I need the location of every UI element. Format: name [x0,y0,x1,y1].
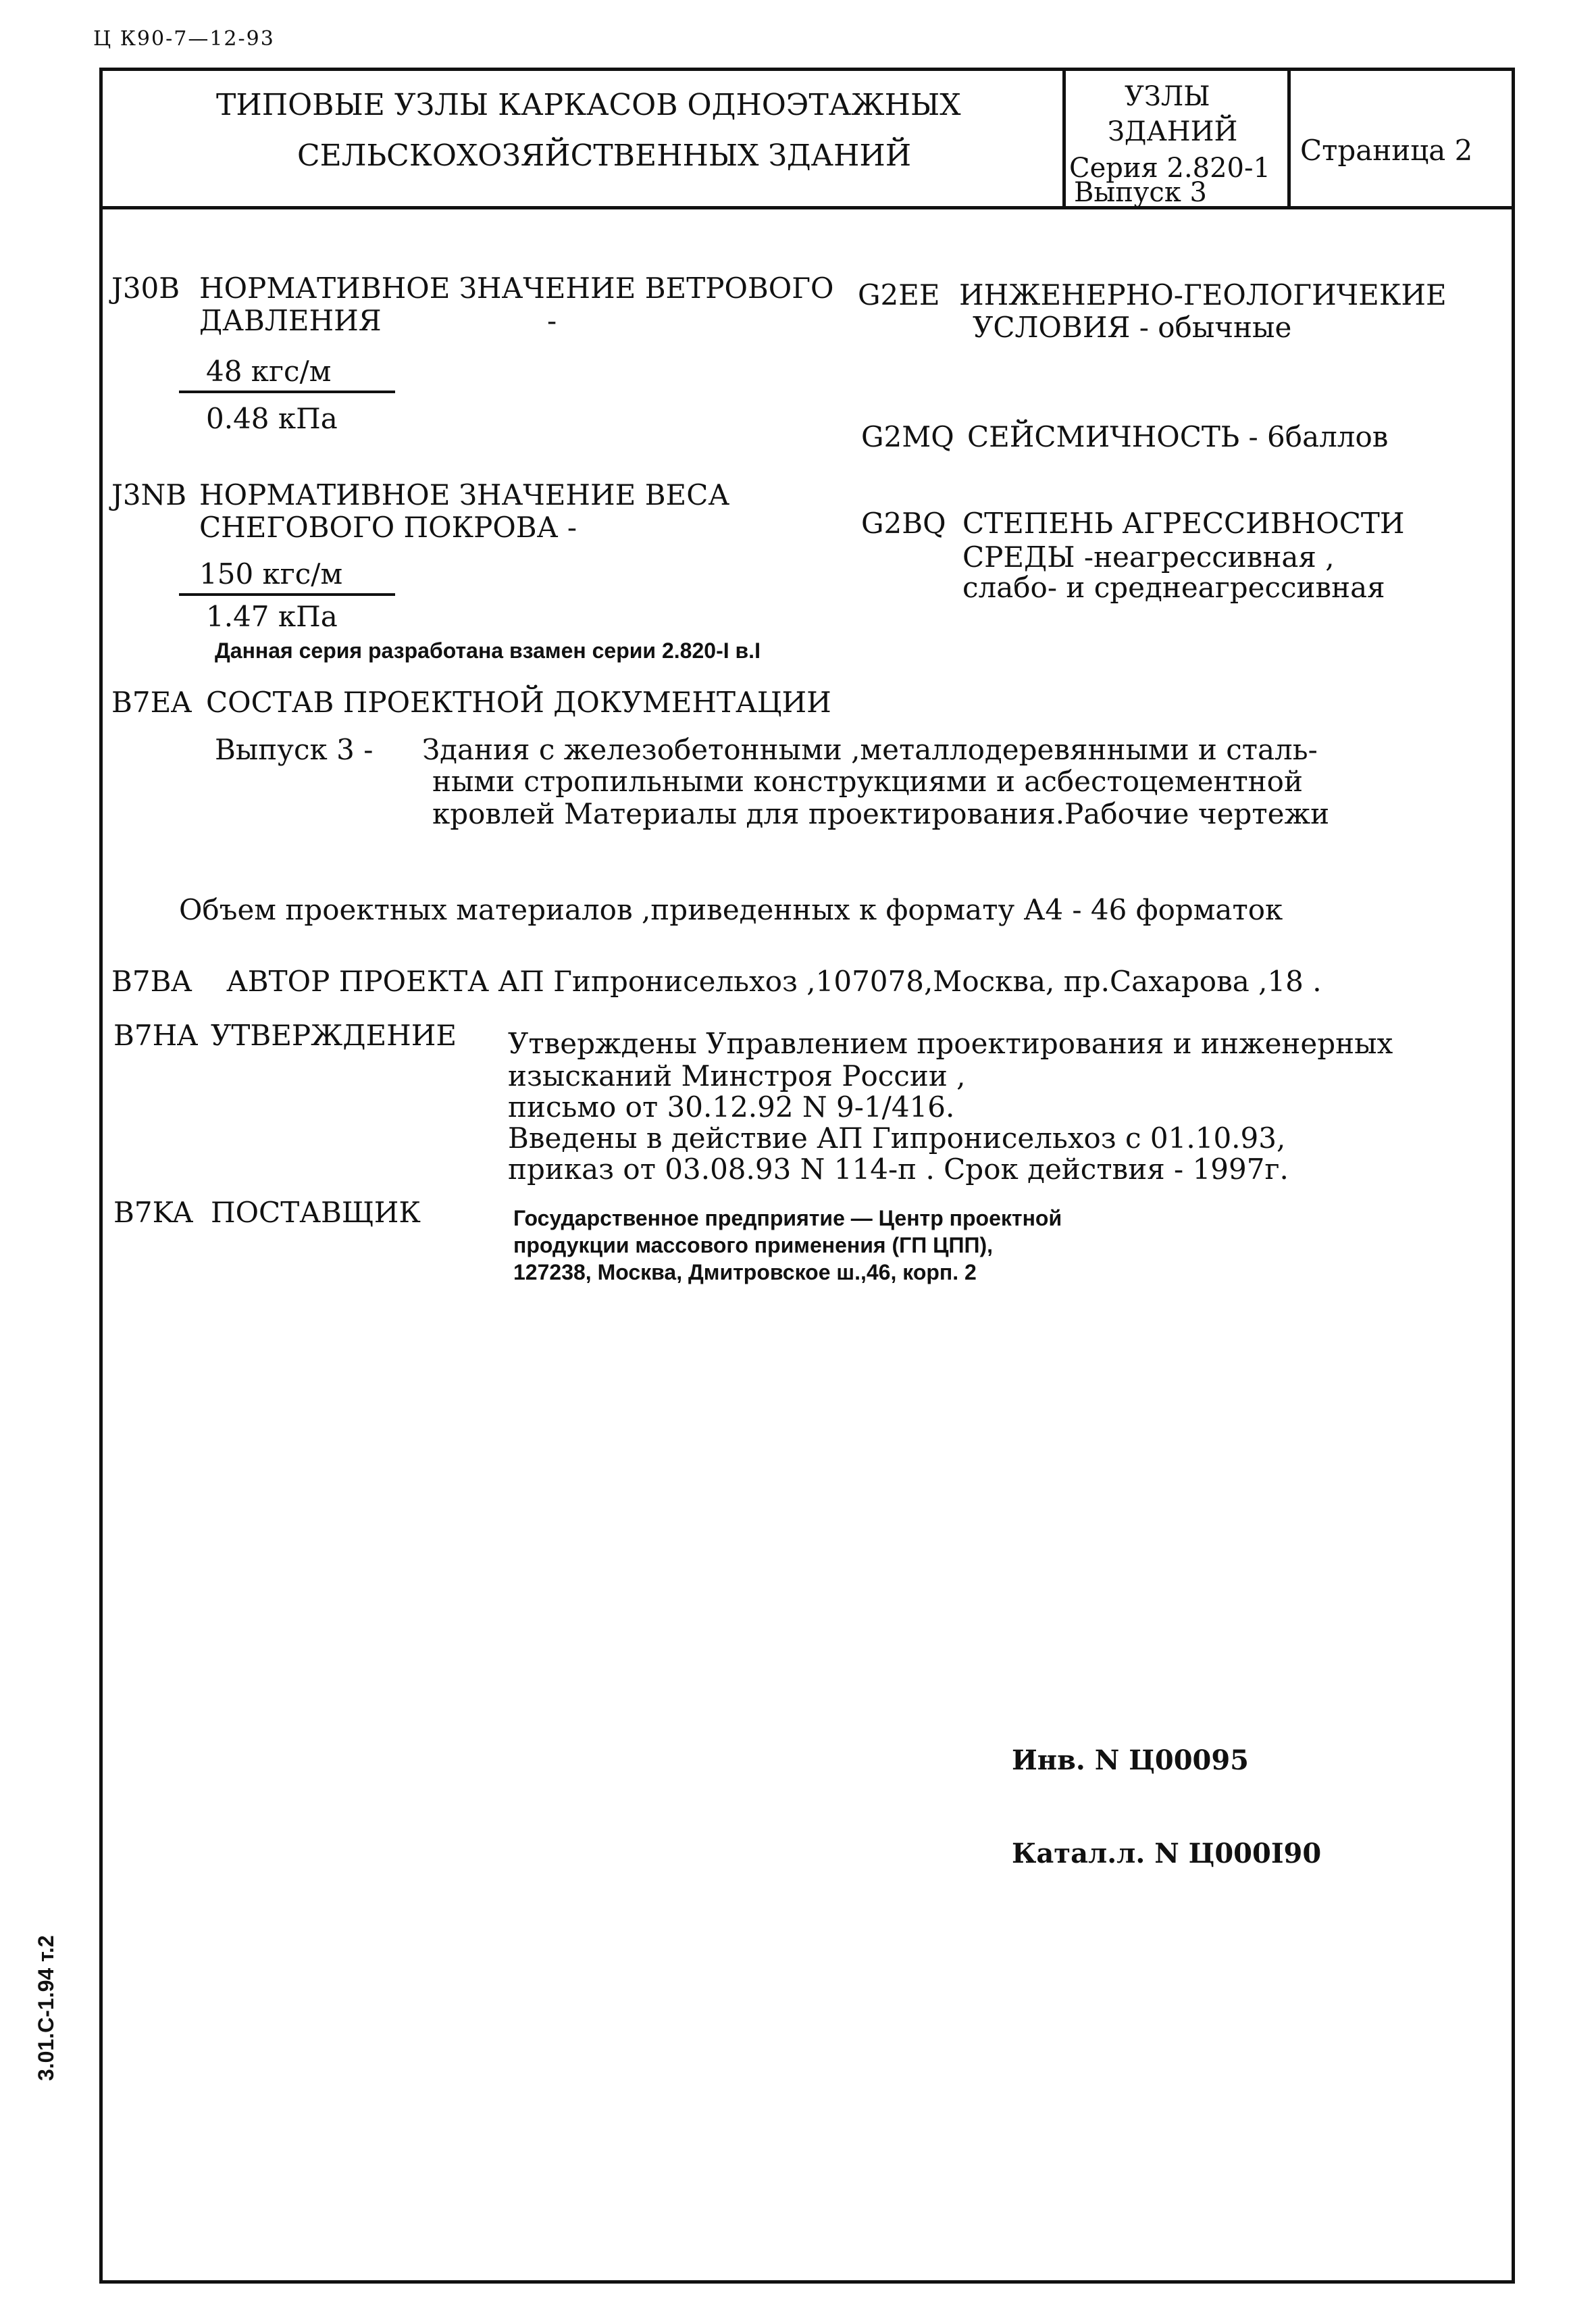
side-code: 3.01.С-1.94 т.2 [34,1935,58,2081]
document-code: Ц К90-7—12-93 [93,27,275,51]
wind-dash: - [547,304,557,337]
geo-code: G2EE [858,278,940,311]
page-number-label: Страница 2 [1300,134,1473,167]
snow-value-kgf: 150 кгс/м [179,557,395,596]
approval-line2: изысканий Минстроя России , [508,1059,966,1092]
supplier-label: ПОСТАВЩИК [211,1196,421,1229]
supplier-line1: Государственное предприятие — Центр проектной [513,1206,1062,1230]
composition-title: СОСТАВ ПРОЕКТНОЙ ДОКУМЕНТАЦИИ [206,686,831,719]
inventory-number: Инв. N Ц00095 [1012,1744,1250,1776]
wind-title-line1: НОРМАТИВНОЕ ЗНАЧЕНИЕ ВЕТРОВОГО [199,272,834,305]
header-series: Серия 2.820-1 [1069,153,1270,184]
snow-code: J3NB [111,478,187,511]
composition-line1: Здания с железобетонными ,металлодеревянными и сталь- [422,733,1318,766]
snow-title-line1: НОРМАТИВНОЕ ЗНАЧЕНИЕ ВЕСА [199,478,730,511]
composition-line3: кровлей Материалы для проектирования.Рабочие чертежи [432,797,1330,830]
approval-line3: письмо от 30.12.92 N 9-1/416. [508,1090,955,1124]
aggressiveness-line3: слабо- и среднеагрессивная [962,571,1385,604]
seismic-code: G2MQ [861,420,954,453]
supplier-line3: 127238, Москва, Дмитровское ш.,46, корп. 2 [513,1260,977,1284]
header-title-line1: ТИПОВЫЕ УЗЛЫ КАРКАСОВ ОДНОЭТАЖНЫХ [216,88,961,122]
header-separator-2 [1287,68,1291,209]
composition-code: B7EA [111,686,192,719]
supplier-code: B7KA [113,1196,193,1229]
author-text: АВТОР ПРОЕКТА АП Гипронисельхоз ,107078,Москва, пр.Сахарова ,18 . [226,965,1322,998]
wind-value-kpa: 0.48 кПа [206,402,338,435]
approval-line1: Утверждены Управлением проектирования и инженерных [508,1027,1393,1060]
composition-issue-label: Выпуск 3 - [215,733,374,766]
approval-line5: приказ от 03.08.93 N 114-п . Срок действия - 1997г. [508,1153,1289,1186]
snow-value-kpa: 1.47 кПа [206,600,338,633]
volume-text: Объем проектных материалов ,приведенных к формату А4 - 46 форматок [179,893,1283,926]
replacement-note: Данная серия разработана взамен серии 2.820-I в.I [215,638,761,663]
aggressiveness-title: СТЕПЕНЬ АГРЕССИВНОСТИ [962,507,1405,540]
approval-code: B7HA [113,1019,198,1052]
composition-line2: ными стропильными конструкциями и асбестоцементной [432,765,1303,798]
geo-title-line2: УСЛОВИЯ - обычные [973,311,1292,344]
header-issue: Выпуск 3 [1074,177,1207,208]
wind-value-kgf: 48 кгс/м [179,355,395,393]
header-separator-1 [1062,68,1066,209]
author-code: B7BA [111,965,192,998]
seismic-text: СЕЙСМИЧНОСТЬ - 6баллов [967,420,1389,453]
approval-line4: Введены в действие АП Гипронисельхоз с 01.10.93, [508,1122,1286,1155]
header-buildings-label: ЗДАНИЙ [1108,116,1238,147]
aggressiveness-code: G2BQ [861,507,946,540]
snow-title-line2: СНЕГОВОГО ПОКРОВА - [199,511,577,544]
geo-title-line1: ИНЖЕНЕРНО-ГЕОЛОГИЧЕКИЕ [959,278,1447,311]
supplier-line2: продукции массового применения (ГП ЦПП), [513,1233,994,1257]
header-nodes-label: УЗЛЫ [1125,81,1210,112]
aggressiveness-line2: СРЕДЫ -неагрессивная , [962,540,1335,574]
catalog-sheet-number: Катал.л. N Ц000I90 [1012,1838,1322,1869]
approval-label: УТВЕРЖДЕНИЕ [211,1019,457,1052]
wind-code: J30B [111,272,180,305]
wind-title-line2: ДАВЛЕНИЯ [199,304,382,337]
header-title-line2: СЕЛЬСКОХОЗЯЙСТВЕННЫХ ЗДАНИЙ [297,139,912,173]
header-divider [99,206,1515,209]
